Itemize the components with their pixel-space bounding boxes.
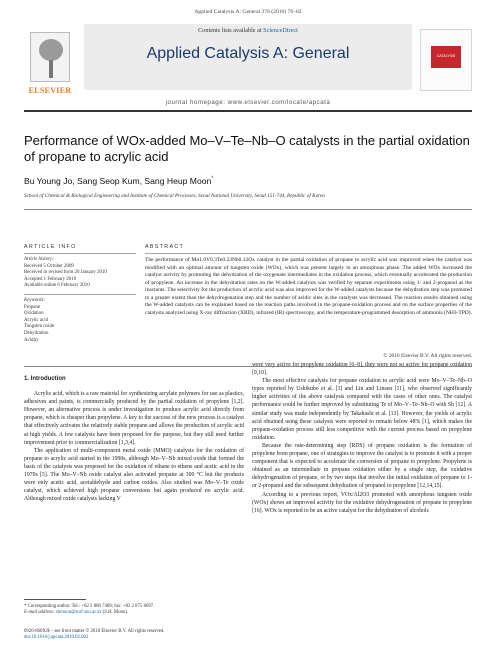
abstract-divider xyxy=(145,253,472,254)
contents-line xyxy=(84,27,412,34)
history-label: Article history: xyxy=(24,257,54,262)
masthead-divider xyxy=(24,110,472,112)
email-line xyxy=(24,610,244,616)
journal-masthead xyxy=(24,24,472,109)
keywords-label: Keywords: xyxy=(24,298,46,303)
email-suffix: (S.H. Moon). xyxy=(101,610,129,616)
article-history xyxy=(24,257,136,290)
paragraph: The most effective catalysts for propane oxidation to acrylic acid were Mo–V–Te–Nb–O types reported by Ushikubo et al. [3] and Lin and Linsen [11], who observed significantly higher activities of the above catalysts compared with the cases of other ones. The catalyst performance could be further improved by substituting Te of Mo–V–Te–Nb–O with Sb [12]. A similar study was made independently by Takahashi et al. [13]. However, the yields of acrylic acid obtained using these catalysts were reported to remain below 48% [1], which makes the propane-oxidation process still less competitive with the current process based on propylene oxidation. xyxy=(252,378,472,441)
body-right-column xyxy=(252,361,472,515)
section-heading: 1. Introduction xyxy=(24,376,66,382)
journal-homepage[interactable]: journal homepage: www.elsevier.com/locate/apcata xyxy=(165,99,331,106)
tree-logo-icon xyxy=(30,32,70,82)
journal-banner xyxy=(84,24,412,90)
corresponding-author-mark[interactable]: * xyxy=(211,176,214,183)
contents-prefix: Contents lists available at xyxy=(198,27,264,34)
issn-line: 0926-860X/$ – see front matter © 2010 Elsevier B.V. All rights reserved. xyxy=(24,629,165,634)
footnote xyxy=(24,604,244,617)
history-item: Received in revised form 20 January 2010 xyxy=(24,270,107,276)
publisher-logo xyxy=(24,32,76,102)
keyword: Propane xyxy=(24,304,41,310)
paragraph: The application of multi-component metal oxide (MMO) catalysts for the oxidation of propane to acrylic acid started in the 1990s, although Mo–V–Nb mixed oxide that formed the basis of the catalysts was proposed for the oxidation of ethane to ethene and acetic acid in the 1970s [5]. The Mo–V–Nb oxide catalyst also activated propane at 300 °C but the products were only acetic acid, acetaldehyde and carbon oxides. Also studied was Mo–V–Te oxide catalyst, which achieved high propane conversions but again produced no acrylic acid. Although mixed oxide catalysts lacking V xyxy=(24,447,244,503)
history-item: Received 5 October 2009 xyxy=(24,263,74,269)
corresponding-author-note: * Corresponding author. Tel.: +82 2 880 7409; fax: +82 2 875 6697. xyxy=(24,604,155,609)
affiliation: School of Chemical & Biological Engineering and Institute of Chemical Processes, Seoul National University, Seoul 151-744, Republic of Korea xyxy=(24,193,325,199)
keyword: Oxidation xyxy=(24,311,44,317)
article-title: Performance of WOx-added Mo–V–Te–Nb–O catalysts in the partial oxidation of propane to acrylic acid xyxy=(24,133,470,164)
author-list xyxy=(24,176,214,186)
email-link[interactable]: shmoon@surf.snu.ac.kr xyxy=(55,610,102,616)
journal-name: Applied Catalysis A: General xyxy=(146,45,350,62)
keyword: Acrylic acid xyxy=(24,317,49,323)
history-item: Accepted 1 February 2010 xyxy=(24,276,77,282)
history-item: Available online 6 February 2010 xyxy=(24,283,90,289)
publisher-name: ELSEVIER xyxy=(28,86,72,95)
keyword: Tungsten oxide xyxy=(24,324,55,330)
keyword: Acidity xyxy=(24,337,39,343)
paragraph: Because the rate-determining step (RDS) of propane oxidation is the formation of propylene from propane, one of strategies to improve the catalyst is to promote it with a proper component that is expected to accelerate the conversion of propane to propylene. Propylene is obtained as an intermediate in propane oxidation either by a single step, the oxidative dehydrogenation of propane, or by two steps that involve the initial oxidation of propane to 1- or 2-propanol and the subsequent dehydration of propanol to propylene [12,14,15]. xyxy=(252,442,472,490)
paragraph: were very active for propylene oxidation [6–8], they were not so active for propane oxidation [9,10]. xyxy=(252,362,472,377)
email-label: E-mail address: xyxy=(24,610,56,616)
footnote-rule xyxy=(24,599,86,600)
abstract-text: The performance of Mo1.0V0.3Te0.23Nb0.12Ox catalyst in the partial oxidation of propane to acrylic acid was improved when the catalyst was modified with an optimal amount of tungsten oxide (WOx), which was present largely in an amorphous phase. The added WOx increased the catalyst activity by promoting the dehydration of the oxygenate intermediates in the oxidation process, which eventually accelerated the production of propylene. An increase in the dehydration rates on the W-added catalysts was verified by separate experiments using 1- and 2-propanol as the reactants. The selectivity for the production of acrylic acid was also improved for the W-added catalysts because the dehydration step was promoted to a greater extent than the dehydrogenation step and the number of acidic sites in the catalysts was decreased. The reaction results obtained using the W-added catalysts can be explained based on the reaction paths involved in the propane-oxidation process and on the surface properties of the catalysts analyzed using X-ray diffraction (XRD), infrared (IR) spectroscopy, and the temperature-programmed desorption of ammonia (NH3-TPD). xyxy=(145,257,472,316)
cover-title: CATALYSIS xyxy=(436,54,456,58)
running-head: Applied Catalysis A: General 378 (2010) 76–82 xyxy=(194,9,302,15)
keywords xyxy=(24,298,136,344)
copyright: © 2010 Elsevier B.V. All rights reserved. xyxy=(383,353,472,359)
journal-cover-thumbnail xyxy=(420,29,472,91)
sciencedirect-link[interactable]: ScienceDirect xyxy=(263,27,298,34)
front-matter-note xyxy=(24,629,244,642)
article-info-heading: ARTICLE INFO xyxy=(24,244,77,250)
body-left-column xyxy=(24,375,244,503)
info-divider xyxy=(24,253,136,254)
authors: Bu Young Jo, Sang Seop Kum, Sang Heup Moon xyxy=(24,176,212,186)
keyword: Dehydration xyxy=(24,330,49,336)
abstract-heading: ABSTRACT xyxy=(145,244,185,250)
section-divider xyxy=(24,209,472,210)
paragraph: Acrylic acid, which is a raw material for synthesizing acrylate polymers for use as plastics, adhesives and paints, is commercially produced by the partial oxidation of propylene [1,2]. However, an alternative process is under investigation to produce acrylic acid directly from propane, which is cheaper than propylene. A key to the success of the new process is a catalyst that effectively activates the relatively stable propane and allows the production of acrylic acid at high yields. A few catalysts have been proposed for the purpose, but they still need further improvement prior to commercialization [1,3,4]. xyxy=(24,391,244,446)
doi-link[interactable]: doi:10.1016/j.apcata.2010.02.002 xyxy=(24,635,89,641)
info-divider xyxy=(24,294,136,295)
paragraph: According to a previous report, VOx/Al2O3 promoted with amorphous tungsten oxide (WOx) shows an improved activity for the oxidative dehydrogenation of propane to propylene [16]. WOx is reported to be an active catalyst for the dehydration of alcohols xyxy=(252,491,472,514)
